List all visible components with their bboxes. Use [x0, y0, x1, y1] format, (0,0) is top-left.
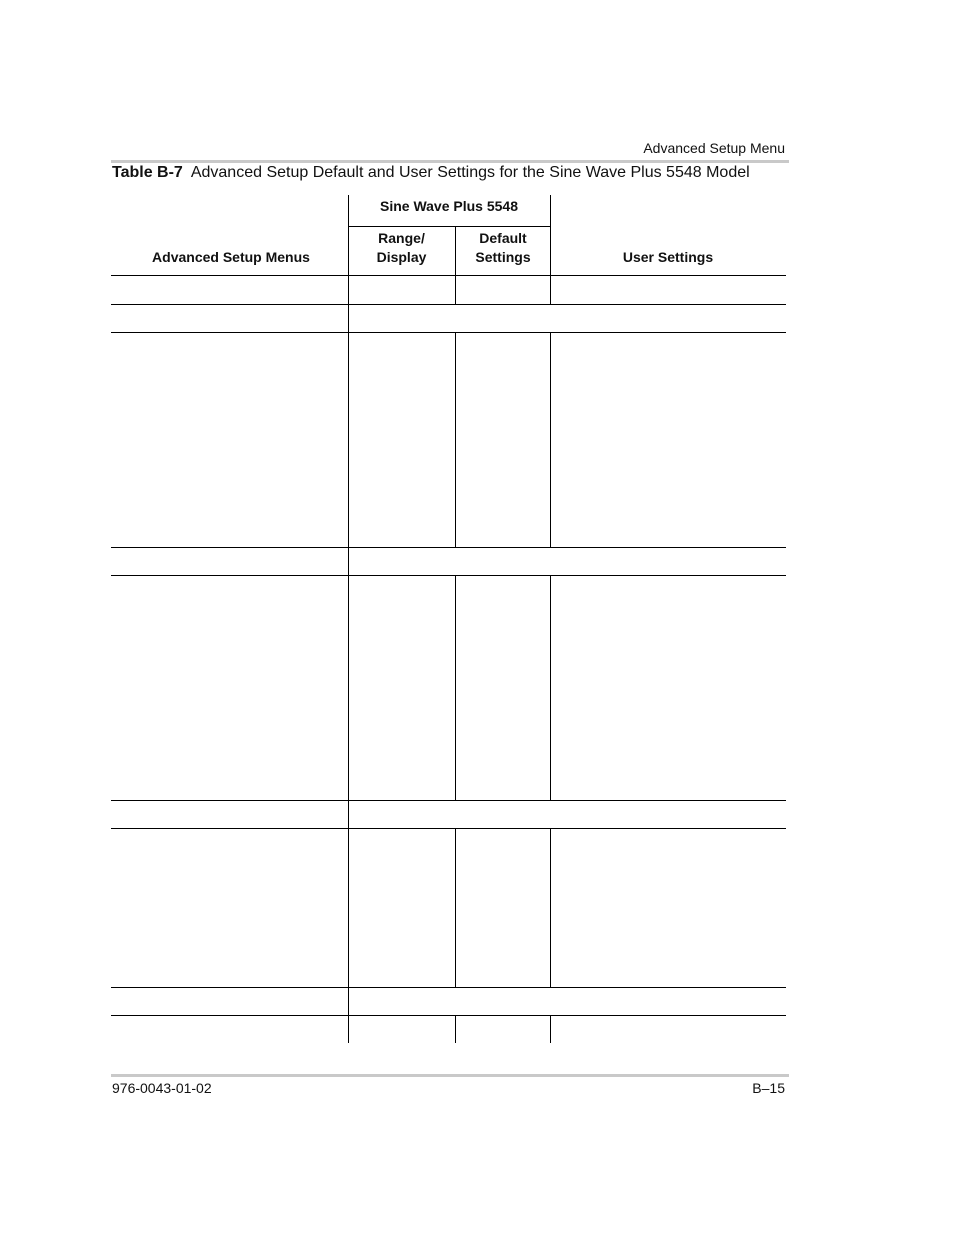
col-header-default-line2: Settings [475, 249, 531, 265]
col-header-default-line1: Default [479, 230, 527, 246]
running-head: Advanced Setup Menu [643, 140, 785, 156]
group-header-sine-wave: Sine Wave Plus 5548 [380, 198, 518, 214]
doc-number: 976-0043-01-02 [112, 1080, 212, 1096]
col-rule-range [455, 575, 456, 801]
table-caption-text: Advanced Setup Default and User Settings for the Sine Wave Plus 5548 Model [190, 164, 750, 181]
row-rule [111, 575, 786, 576]
col-rule-user [550, 332, 551, 548]
col-rule-range [455, 1015, 456, 1043]
col-rule-menus [348, 195, 349, 1043]
row-rule [111, 332, 786, 333]
col-rule-user [550, 575, 551, 801]
row-rule [111, 987, 786, 988]
header-rule [111, 160, 789, 163]
footer-rule [111, 1074, 789, 1077]
col-rule-user [550, 828, 551, 988]
col-header-default-settings [455, 229, 551, 267]
col-rule-user [550, 275, 551, 305]
col-rule-range [455, 226, 456, 276]
row-rule [111, 800, 786, 801]
row-rule [111, 828, 786, 829]
rule-header-bottom [111, 275, 786, 276]
col-rule-range [455, 275, 456, 305]
table-caption-label: Table B-7 [112, 164, 183, 181]
col-rule-range [455, 332, 456, 548]
col-header-range-line1: Range/ [378, 230, 425, 246]
rule-group-header [348, 226, 550, 227]
col-rule-user [550, 195, 551, 276]
col-rule-user [550, 1015, 551, 1043]
row-rule [111, 547, 786, 548]
row-rule [111, 304, 786, 305]
col-header-user-settings: User Settings [622, 249, 714, 265]
table-caption [112, 164, 750, 182]
col-rule-range [455, 828, 456, 988]
col-header-range-line2: Display [376, 249, 427, 265]
page-number: B–15 [752, 1080, 785, 1096]
col-header-range-display [348, 229, 455, 267]
col-header-advanced-setup-menus: Advanced Setup Menus [152, 249, 310, 265]
settings-table [111, 195, 786, 1043]
row-rule [111, 1015, 786, 1016]
